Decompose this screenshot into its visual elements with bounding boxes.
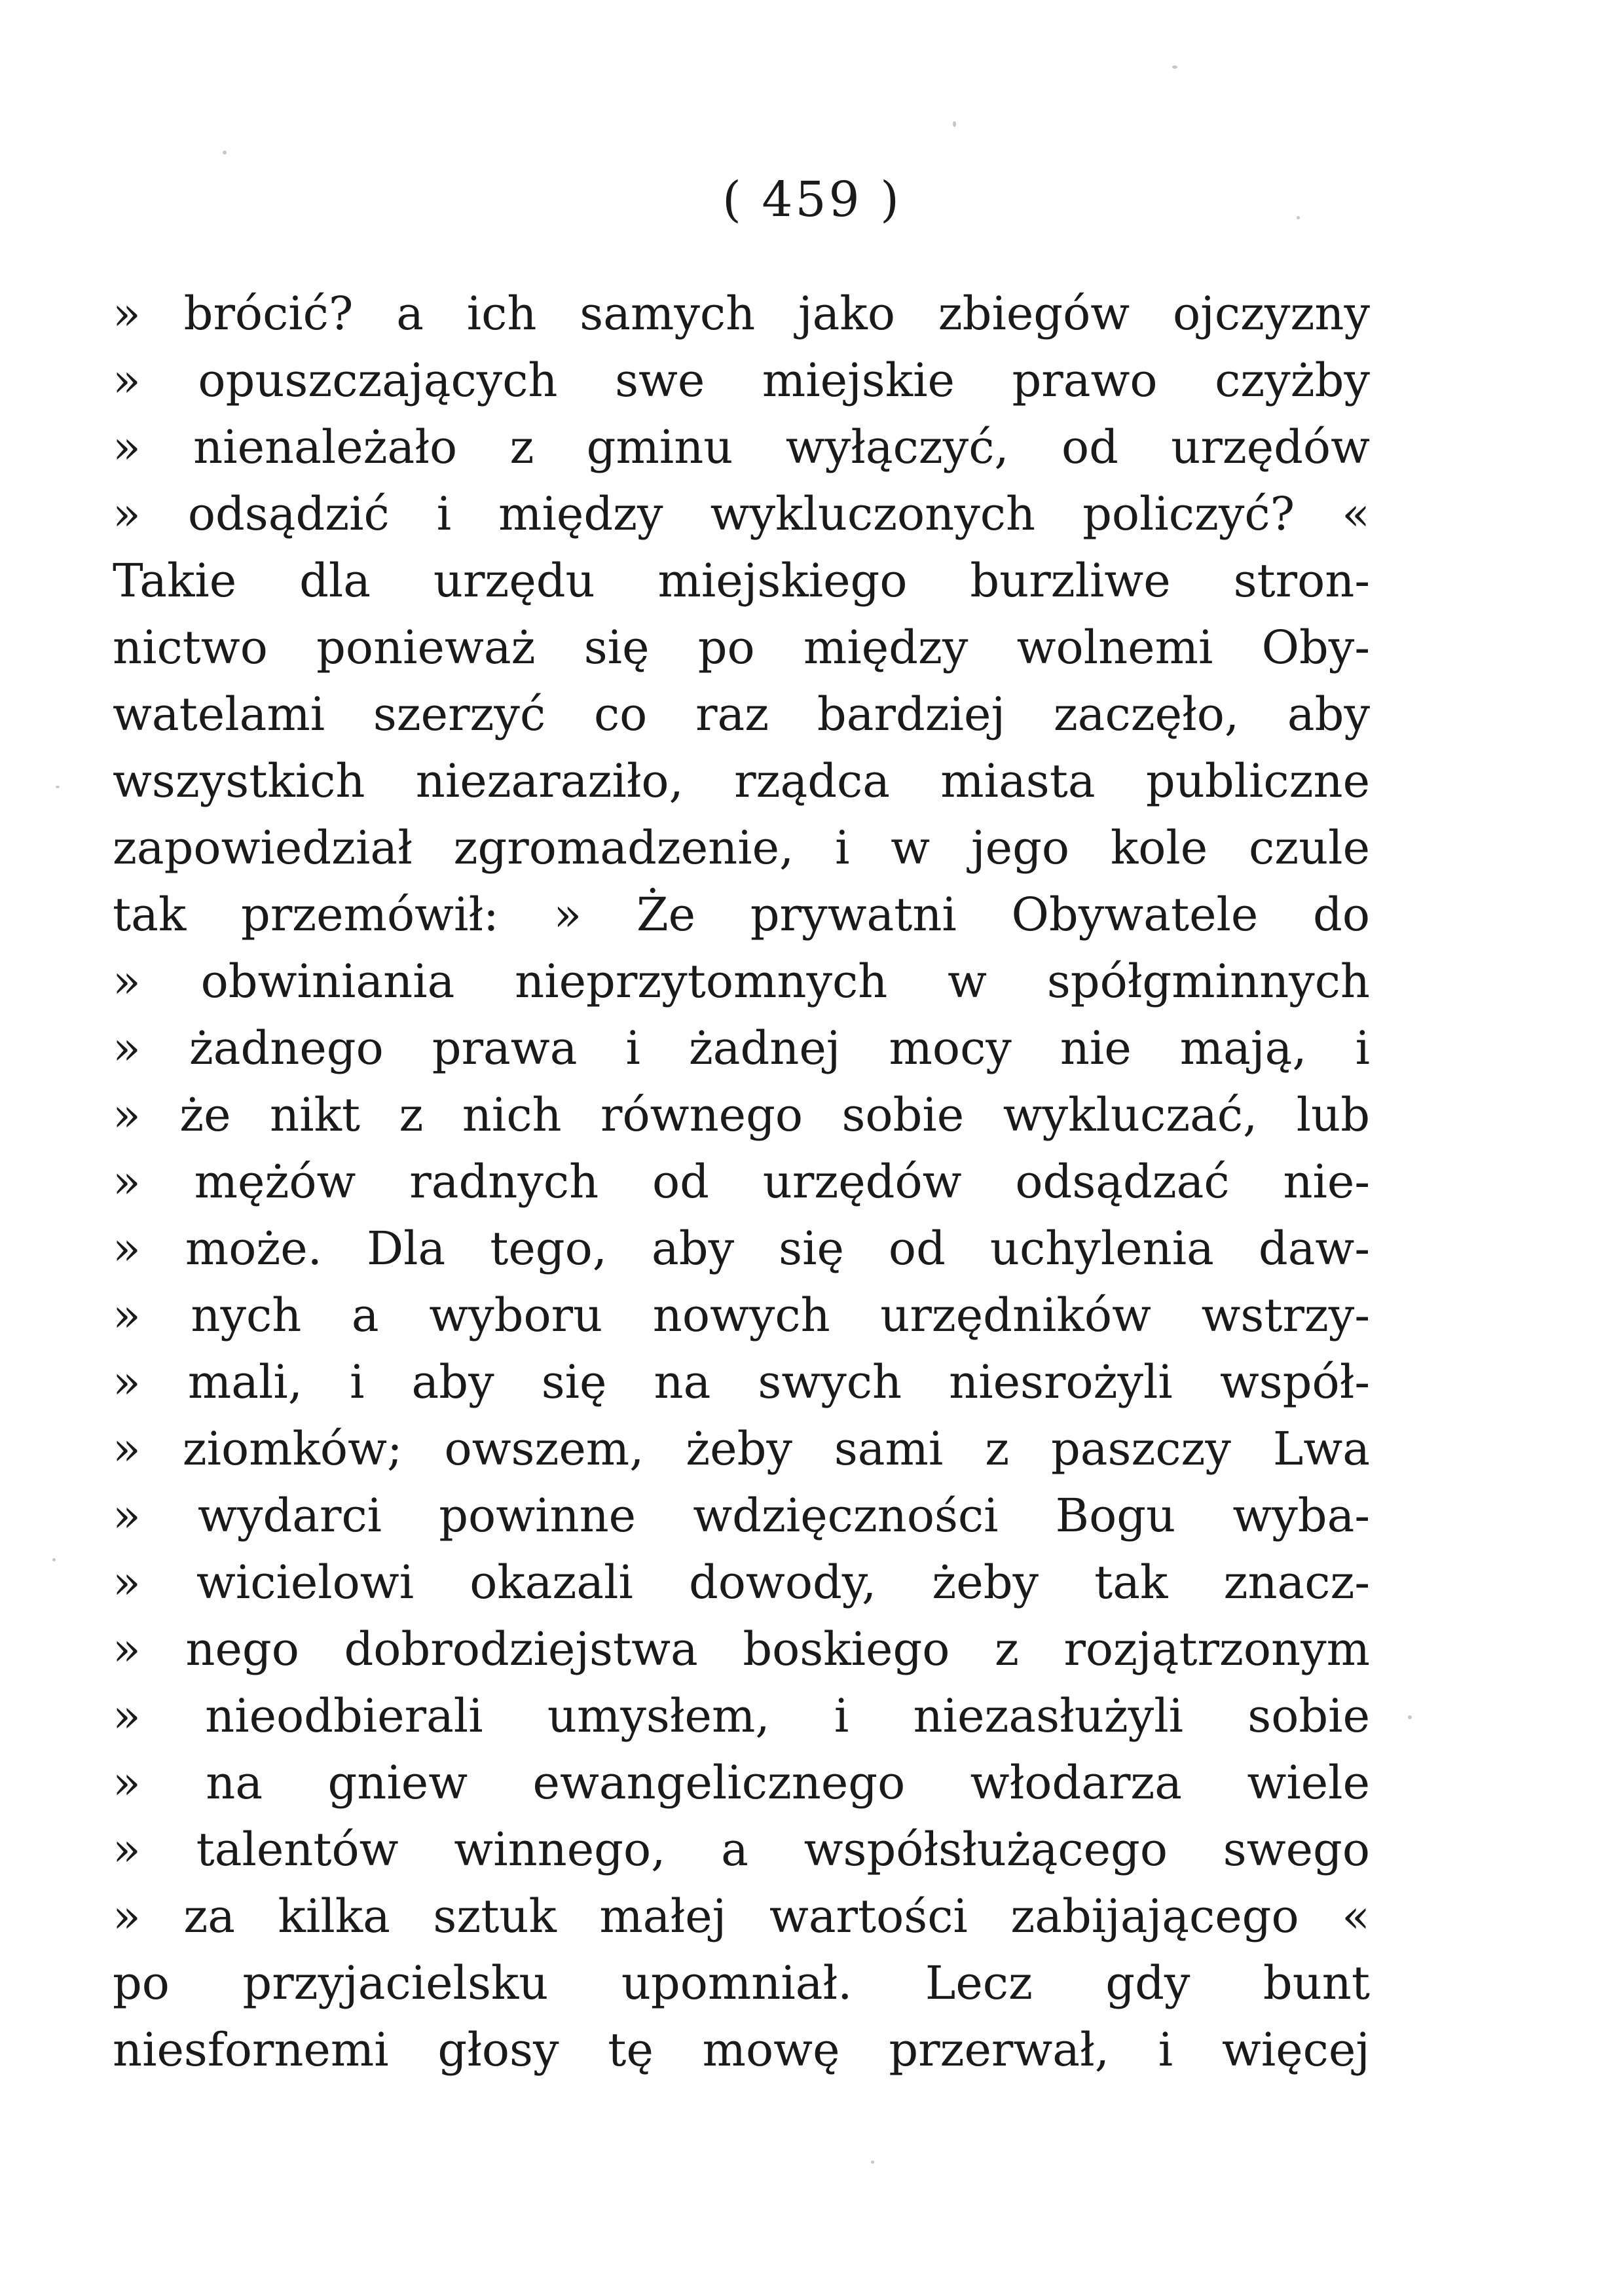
text-line: » obwiniania nieprzytomnych w spółgminnych: [113, 955, 1370, 1008]
paper-speck: [871, 2160, 874, 2164]
text-line: » mężów radnych od urzędów odsądzać nie-: [113, 1155, 1370, 1209]
text-line: » ziomków; owszem, żeby sami z paszczy Lwa: [113, 1422, 1370, 1476]
page-number: ( 459 ): [722, 172, 902, 228]
text-line: » nych a wyboru nowych urzędników wstrzy-: [113, 1288, 1370, 1342]
text-line: » może. Dla tego, aby się od uchylenia daw-: [113, 1222, 1370, 1275]
text-line: nictwo ponieważ się po między wolnemi Oby-: [113, 621, 1370, 674]
paper-speck: [1172, 65, 1177, 69]
paper-speck: [223, 151, 227, 155]
text-line: » żadnego prawa i żadnej mocy nie mają, i: [113, 1021, 1370, 1075]
text-line: po przyjacielsku upomniał. Lecz gdy bunt: [113, 1956, 1370, 2010]
text-line: wszystkich niezaraziło, rządca miasta publiczne: [113, 754, 1370, 808]
text-line: » nienależało z gminu wyłączyć, od urzędów: [113, 420, 1370, 474]
text-line: watelami szerzyć co raz bardziej zaczęło, aby: [113, 687, 1370, 741]
text-line: Takie dla urzędu miejskiego burzliwe stron-: [113, 554, 1370, 608]
text-line: » że nikt z nich równego sobie wykluczać, lub: [113, 1088, 1370, 1142]
text-line: » na gniew ewangelicznego włodarza wiele: [113, 1756, 1370, 1810]
text-line: » nieodbierali umysłem, i niezasłużyli sobie: [113, 1689, 1370, 1743]
text-line: zapowiedział zgromadzenie, i w jego kole czule: [113, 821, 1370, 875]
text-line: » wicielowi okazali dowody, żeby tak znacz-: [113, 1556, 1370, 1609]
text-line: » odsądzić i między wykluczonych policzyć? «: [113, 487, 1370, 541]
text-line: » brócić? a ich samych jako zbiegów ojczyzny: [113, 287, 1370, 340]
text-line: niesfornemi głosy tę mowę przerwał, i więcej: [113, 2023, 1370, 2077]
paper-speck: [56, 786, 60, 788]
text-line: » za kilka sztuk małej wartości zabijającego «: [113, 1889, 1370, 1943]
text-line: tak przemówił: » Że prywatni Obywatele do: [113, 888, 1370, 941]
text-line: » talentów winnego, a współsłużącego swego: [113, 1823, 1370, 1876]
text-line: » nego dobrodziejstwa boskiego z rozjątrzonym: [113, 1622, 1370, 1676]
paper-speck: [52, 1558, 56, 1561]
paper-speck: [1297, 216, 1300, 219]
paper-speck: [953, 121, 956, 127]
paper-speck: [1408, 1715, 1412, 1719]
text-line: » wydarci powinne wdzięczności Bogu wyba-: [113, 1489, 1370, 1542]
body-text: [113, 280, 1370, 2083]
text-line: » mali, i aby się na swych niesrożyli współ-: [113, 1355, 1370, 1409]
text-line: » opuszczających swe miejskie prawo czyżby: [113, 354, 1370, 407]
